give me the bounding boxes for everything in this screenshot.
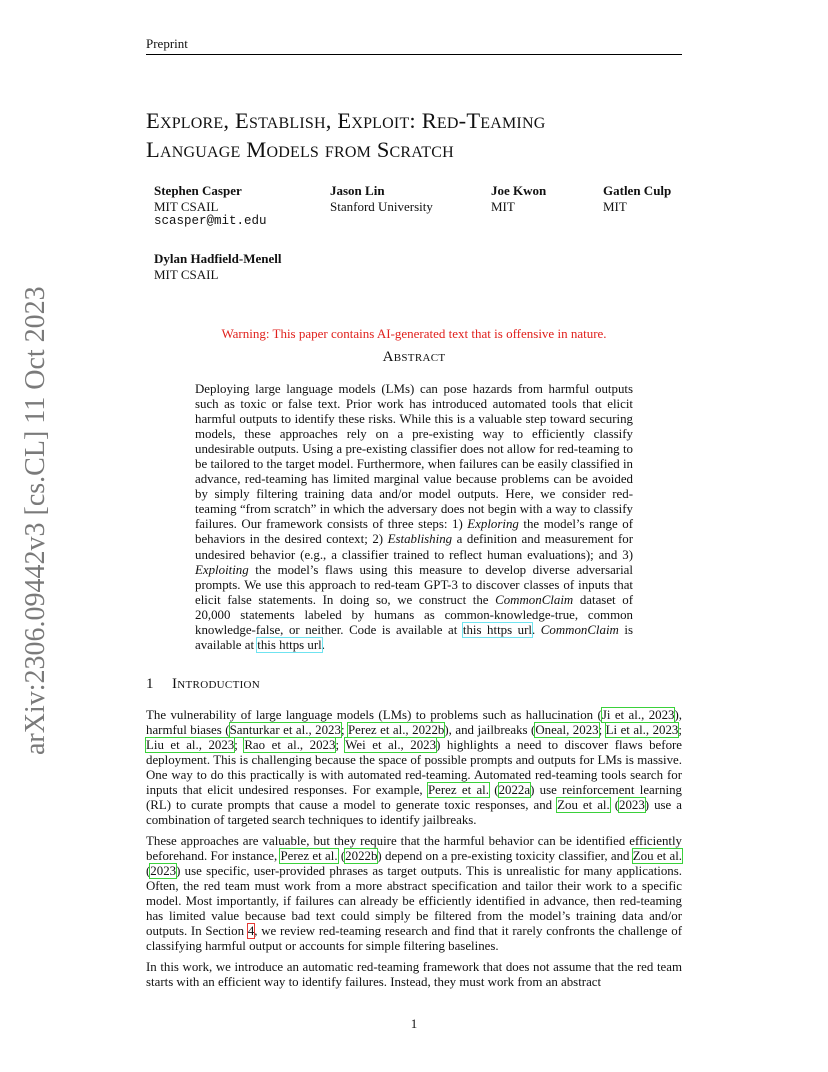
author-block bbox=[491, 183, 546, 214]
paragraph: These approaches are valuable, but they require that the harmful behavior can be identified efficiently beforehand. For instance, Perez et al. (2022b) depend on a pre-existing toxicity classifier, and Zou et al. (2023) use specific, user-provided phrases as target outputs. This is unrealistic for many applications. Often, the red team must work from a more abstract specification and tailor their work to a specific model. Most importantly, if failures can already be efficiently identified in advance, then red-teaming has limited value because bad text could simply be filtered from the model’s training data and/or outputs. In Section 4, we review red-teaming research and find that it rarely confronts the challenge of classifying harmful output or accounts for simple filtering baselines. bbox=[146, 834, 683, 954]
citation-link[interactable]: 2023 bbox=[619, 798, 645, 813]
section-number: 1 bbox=[146, 676, 154, 692]
emphasis: Exploiting bbox=[195, 562, 249, 577]
author-block bbox=[603, 183, 671, 214]
citation-link[interactable]: 2022b bbox=[345, 849, 378, 864]
title-line-2: Language Models from Scratch bbox=[146, 137, 454, 162]
paper-title bbox=[146, 106, 706, 164]
author-block bbox=[330, 183, 433, 214]
author-name: Stephen Casper bbox=[154, 183, 242, 198]
content-warning: Warning: This paper contains AI-generated text that is offensive in nature. bbox=[221, 326, 607, 341]
paragraph: In this work, we introduce an automatic red-teaming framework that does not assume that the red team starts with an efficient way to identify failures. Instead, they must work from an abstract bbox=[146, 960, 682, 990]
page-number: 1 bbox=[410, 1016, 418, 1031]
citation-link[interactable]: Rao et al., 2023 bbox=[244, 738, 336, 753]
section-ref-link[interactable]: 4 bbox=[247, 924, 255, 939]
citation-link[interactable]: Perez et al., 2022b bbox=[348, 723, 445, 738]
code-link[interactable]: this https url bbox=[462, 622, 532, 637]
author-block bbox=[154, 183, 267, 230]
citation-link[interactable]: Li et al., 2023 bbox=[605, 723, 679, 738]
citation-link[interactable]: 2022a bbox=[498, 783, 531, 798]
paragraph: The vulnerability of large language models (LMs) to problems such as hallucination (Ji et al., 2023), harmful biases (Santurkar et al., 2023; Perez et al., 2022b), and jailbreaks (Oneal, 2023; Li et al., 2023; Liu et al., 2023; Rao et al., 2023; Wei et al., 2023) highlights a need to discover flaws before deployment. This is challenging because the space of possible prompts and outputs for LMs is massive. One way to do this practically is with automated red-teaming. Automated red-teaming tools search for inputs that elicit undesired responses. For example, Perez et al. (2022a) use reinforcement learning (RL) to curate prompts that cause a model to generate toxic responses, and Zou et al. (2023) use a combination of targeted search techniques to identify jailbreaks. bbox=[146, 708, 683, 828]
running-header: Preprint bbox=[146, 36, 682, 55]
abstract-heading: Abstract bbox=[382, 349, 446, 365]
citation-link[interactable]: Zou et al. bbox=[557, 798, 610, 813]
emphasis: CommonClaim bbox=[495, 592, 574, 607]
emphasis: Establishing bbox=[387, 532, 453, 547]
author-name: Gatlen Culp bbox=[603, 183, 672, 198]
citation-link[interactable]: Zou et al. bbox=[632, 849, 683, 864]
author-affiliation: MIT bbox=[603, 198, 627, 214]
citation-link[interactable]: Santurkar et al., 2023 bbox=[229, 723, 341, 738]
dataset-link[interactable]: this https url bbox=[257, 637, 322, 652]
citation-link[interactable]: Perez et al. bbox=[280, 849, 338, 864]
abstract-body: Deploying large language models (LMs) can pose hazards from harmful outputs such as toxic or false text. Prior work has introduced automated tools that elicit harmful outputs to identify these risks. While this is a valuable step toward securing models, these approaches rely on a pre-existing way to efficiently classify undesirable outputs. Using a pre-existing classifier does not allow for red-teaming to be tailored to the target model. Furthermore, when failures can be easily classified in advance, red-teaming has limited marginal value because problems can be avoided by simply filtering training data and/or model outputs. Here, we consider red-teaming “from scratch” in which the adversary does not begin with a way to classify failures. Our framework consists of three steps: 1) Exploring the model’s range of behaviors in the desired context; 2) Establishing a definition and measurement for undesired behavior (e.g., a classifier trained to reflect human evaluations); and 3) Exploiting the model’s flaws using this measure to develop diverse adversarial prompts. We use this approach to red-team GPT-3 to discover classes of inputs that elicit false statements. In doing so, we construct the CommonClaim dataset of 20,000 statements labeled by humans as common-knowledge-true, common knowledge-false, or neither. Code is available at this https url. CommonClaim is available at this https url. bbox=[195, 382, 634, 652]
section-title: Introduction bbox=[172, 676, 261, 692]
emphasis: Exploring bbox=[467, 517, 519, 532]
arxiv-stamp: arXiv:2306.09442v3 [cs.CL] 11 Oct 2023 bbox=[20, 286, 51, 755]
citation-link[interactable]: Wei et al., 2023 bbox=[345, 738, 437, 753]
section-heading bbox=[146, 676, 260, 693]
emphasis: CommonClaim bbox=[540, 622, 619, 637]
citation-link[interactable]: 2023 bbox=[150, 864, 177, 879]
author-email[interactable]: scasper@mit.edu bbox=[154, 214, 267, 228]
author-name: Jason Lin bbox=[330, 183, 385, 198]
citation-link[interactable]: Ji et al., 2023 bbox=[601, 708, 675, 722]
author-affiliation: MIT CSAIL bbox=[154, 266, 219, 282]
author-affiliation: MIT bbox=[491, 198, 515, 214]
title-line-1: Explore, Establish, Exploit: Red-Teaming bbox=[146, 108, 546, 133]
citation-link[interactable]: Perez et al. bbox=[427, 783, 489, 798]
citation-link[interactable]: Liu et al., 2023 bbox=[146, 738, 235, 753]
citation-link[interactable]: Oneal, 2023 bbox=[535, 723, 599, 738]
author-affiliation: MIT CSAIL bbox=[154, 198, 219, 214]
author-name: Dylan Hadfield-Menell bbox=[154, 251, 282, 266]
author-affiliation: Stanford University bbox=[330, 198, 433, 214]
author-block bbox=[154, 251, 281, 282]
author-name: Joe Kwon bbox=[491, 183, 547, 198]
